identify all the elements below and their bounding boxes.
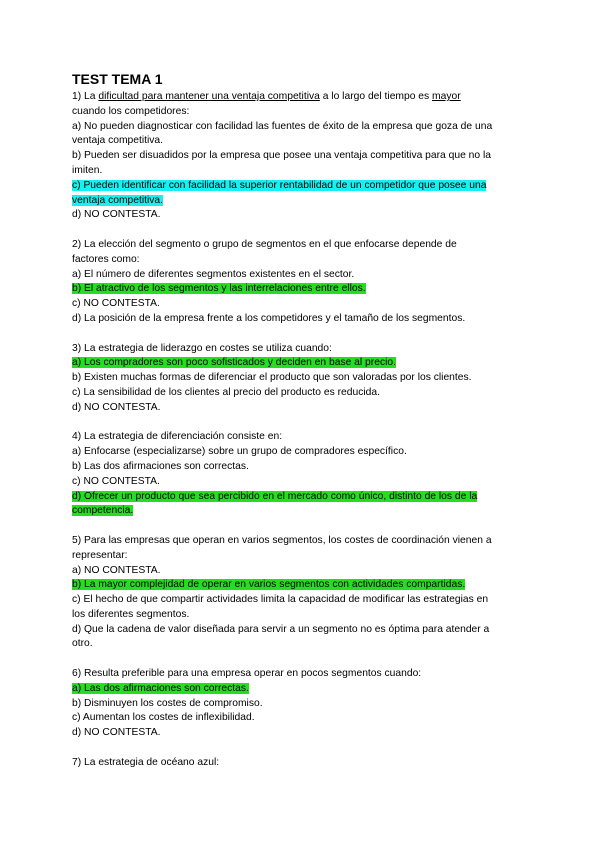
question-2-stem-cont: factores como: (72, 253, 140, 265)
question-4-option-d-highlighted-cont: competencia. (72, 505, 134, 517)
question-1-option-d: d) NO CONTESTA. (72, 209, 161, 221)
question-6-option-c: c) Aumentan los costes de inflexibilidad. (72, 712, 255, 724)
question-1-option-c-highlighted-cont: ventaja competitiva. (72, 194, 164, 206)
stem-text: 1) La (72, 91, 99, 102)
question-3-option-a-highlighted: a) Los compradores son poco sofisticados y deciden en base al precio. (72, 357, 396, 369)
question-3 (72, 342, 542, 416)
stem-underlined-text: mayor (432, 91, 461, 102)
question-6 (72, 667, 542, 741)
question-4-stem: 4) La estrategia de diferenciación consiste en: (72, 431, 283, 443)
question-3-stem: 3) La estrategia de liderazgo en costes se utiliza cuando: (72, 342, 332, 354)
question-4-option-a: a) Enfocarse (especializarse) sobre un grupo de compradores específico. (72, 446, 407, 458)
question-5-option-d: d) Que la cadena de valor diseñada para servir a un segmento no es óptima para atender a (72, 623, 490, 635)
question-1-option-a: a) No pueden diagnosticar con facilidad las fuentes de éxito de la empresa que goza de una (72, 120, 493, 132)
question-1-option-a-cont: ventaja competitiva. (72, 135, 164, 147)
question-1-option-b: b) Pueden ser disuadidos por la empresa que posee una ventaja competitiva para que no la (72, 150, 492, 162)
question-3-option-c: c) La sensibilidad de los clientes al precio del producto es reducida. (72, 386, 380, 398)
question-2-option-d: d) La posición de la empresa frente a los competidores y el tamaño de los segmentos. (72, 312, 466, 324)
question-3-option-d: d) NO CONTESTA. (72, 401, 161, 413)
question-5-option-a: a) NO CONTESTA. (72, 564, 161, 576)
question-7-stem: 7) La estrategia de océano azul: (72, 756, 220, 768)
question-5-option-c-cont: los diferentes segmentos. (72, 608, 190, 620)
question-6-option-a-highlighted: a) Las dos afirmaciones son correctas. (72, 682, 249, 694)
question-5-option-b-highlighted: b) La mayor complejidad de operar en varios segmentos con actividades compartidas. (72, 579, 466, 591)
question-6-option-b: b) Disminuyen los costes de compromiso. (72, 697, 263, 709)
question-1 (72, 90, 542, 223)
question-2 (72, 238, 542, 327)
question-4-option-c: c) NO CONTESTA. (72, 475, 160, 487)
question-5 (72, 534, 542, 652)
question-4-option-d-highlighted: d) Ofrecer un producto que sea percibido en el mercado como único, distinto de los de la (72, 490, 478, 502)
question-4 (72, 430, 542, 519)
stem-underlined-text: dificultad para mantener una ventaja competitiva (98, 91, 320, 102)
question-1-stem-cont: cuando los competidores: (72, 105, 190, 117)
question-1-option-b-cont: imiten. (72, 164, 103, 176)
question-1-option-c-highlighted: c) Pueden identificar con facilidad la superior rentabilidad de un competidor que posee una (72, 179, 487, 191)
question-2-option-a: a) El número de diferentes segmentos existentes en el sector. (72, 268, 355, 280)
question-2-stem: 2) La elección del segmento o grupo de segmentos en el que enfocarse depende de (72, 238, 457, 250)
question-5-stem: 5) Para las empresas que operan en varios segmentos, los costes de coordinación vienen a (72, 534, 492, 546)
question-5-option-d-cont: otro. (72, 638, 93, 650)
question-4-option-b: b) Las dos afirmaciones son correctas. (72, 460, 249, 472)
question-2-option-b-highlighted: b) El atractivo de los segmentos y las interrelaciones entre ellos. (72, 283, 366, 295)
page-title: TEST TEMA 1 (72, 71, 163, 87)
question-5-stem-cont: representar: (72, 549, 128, 561)
stem-text: a lo largo del tiempo es (319, 91, 433, 102)
question-6-option-d: d) NO CONTESTA. (72, 727, 161, 739)
question-6-stem: 6) Resulta preferible para una empresa operar en pocos segmentos cuando: (72, 668, 422, 680)
question-5-option-c: c) El hecho de que compartir actividades limita la capacidad de modificar las estrategias en (72, 594, 489, 606)
question-7 (72, 756, 542, 771)
question-3-option-b: b) Existen muchas formas de diferenciar el producto que son valoradas por los clientes. (72, 372, 472, 384)
question-1-stem (72, 90, 542, 105)
question-2-option-c: c) NO CONTESTA. (72, 298, 160, 310)
document-page (72, 70, 542, 785)
